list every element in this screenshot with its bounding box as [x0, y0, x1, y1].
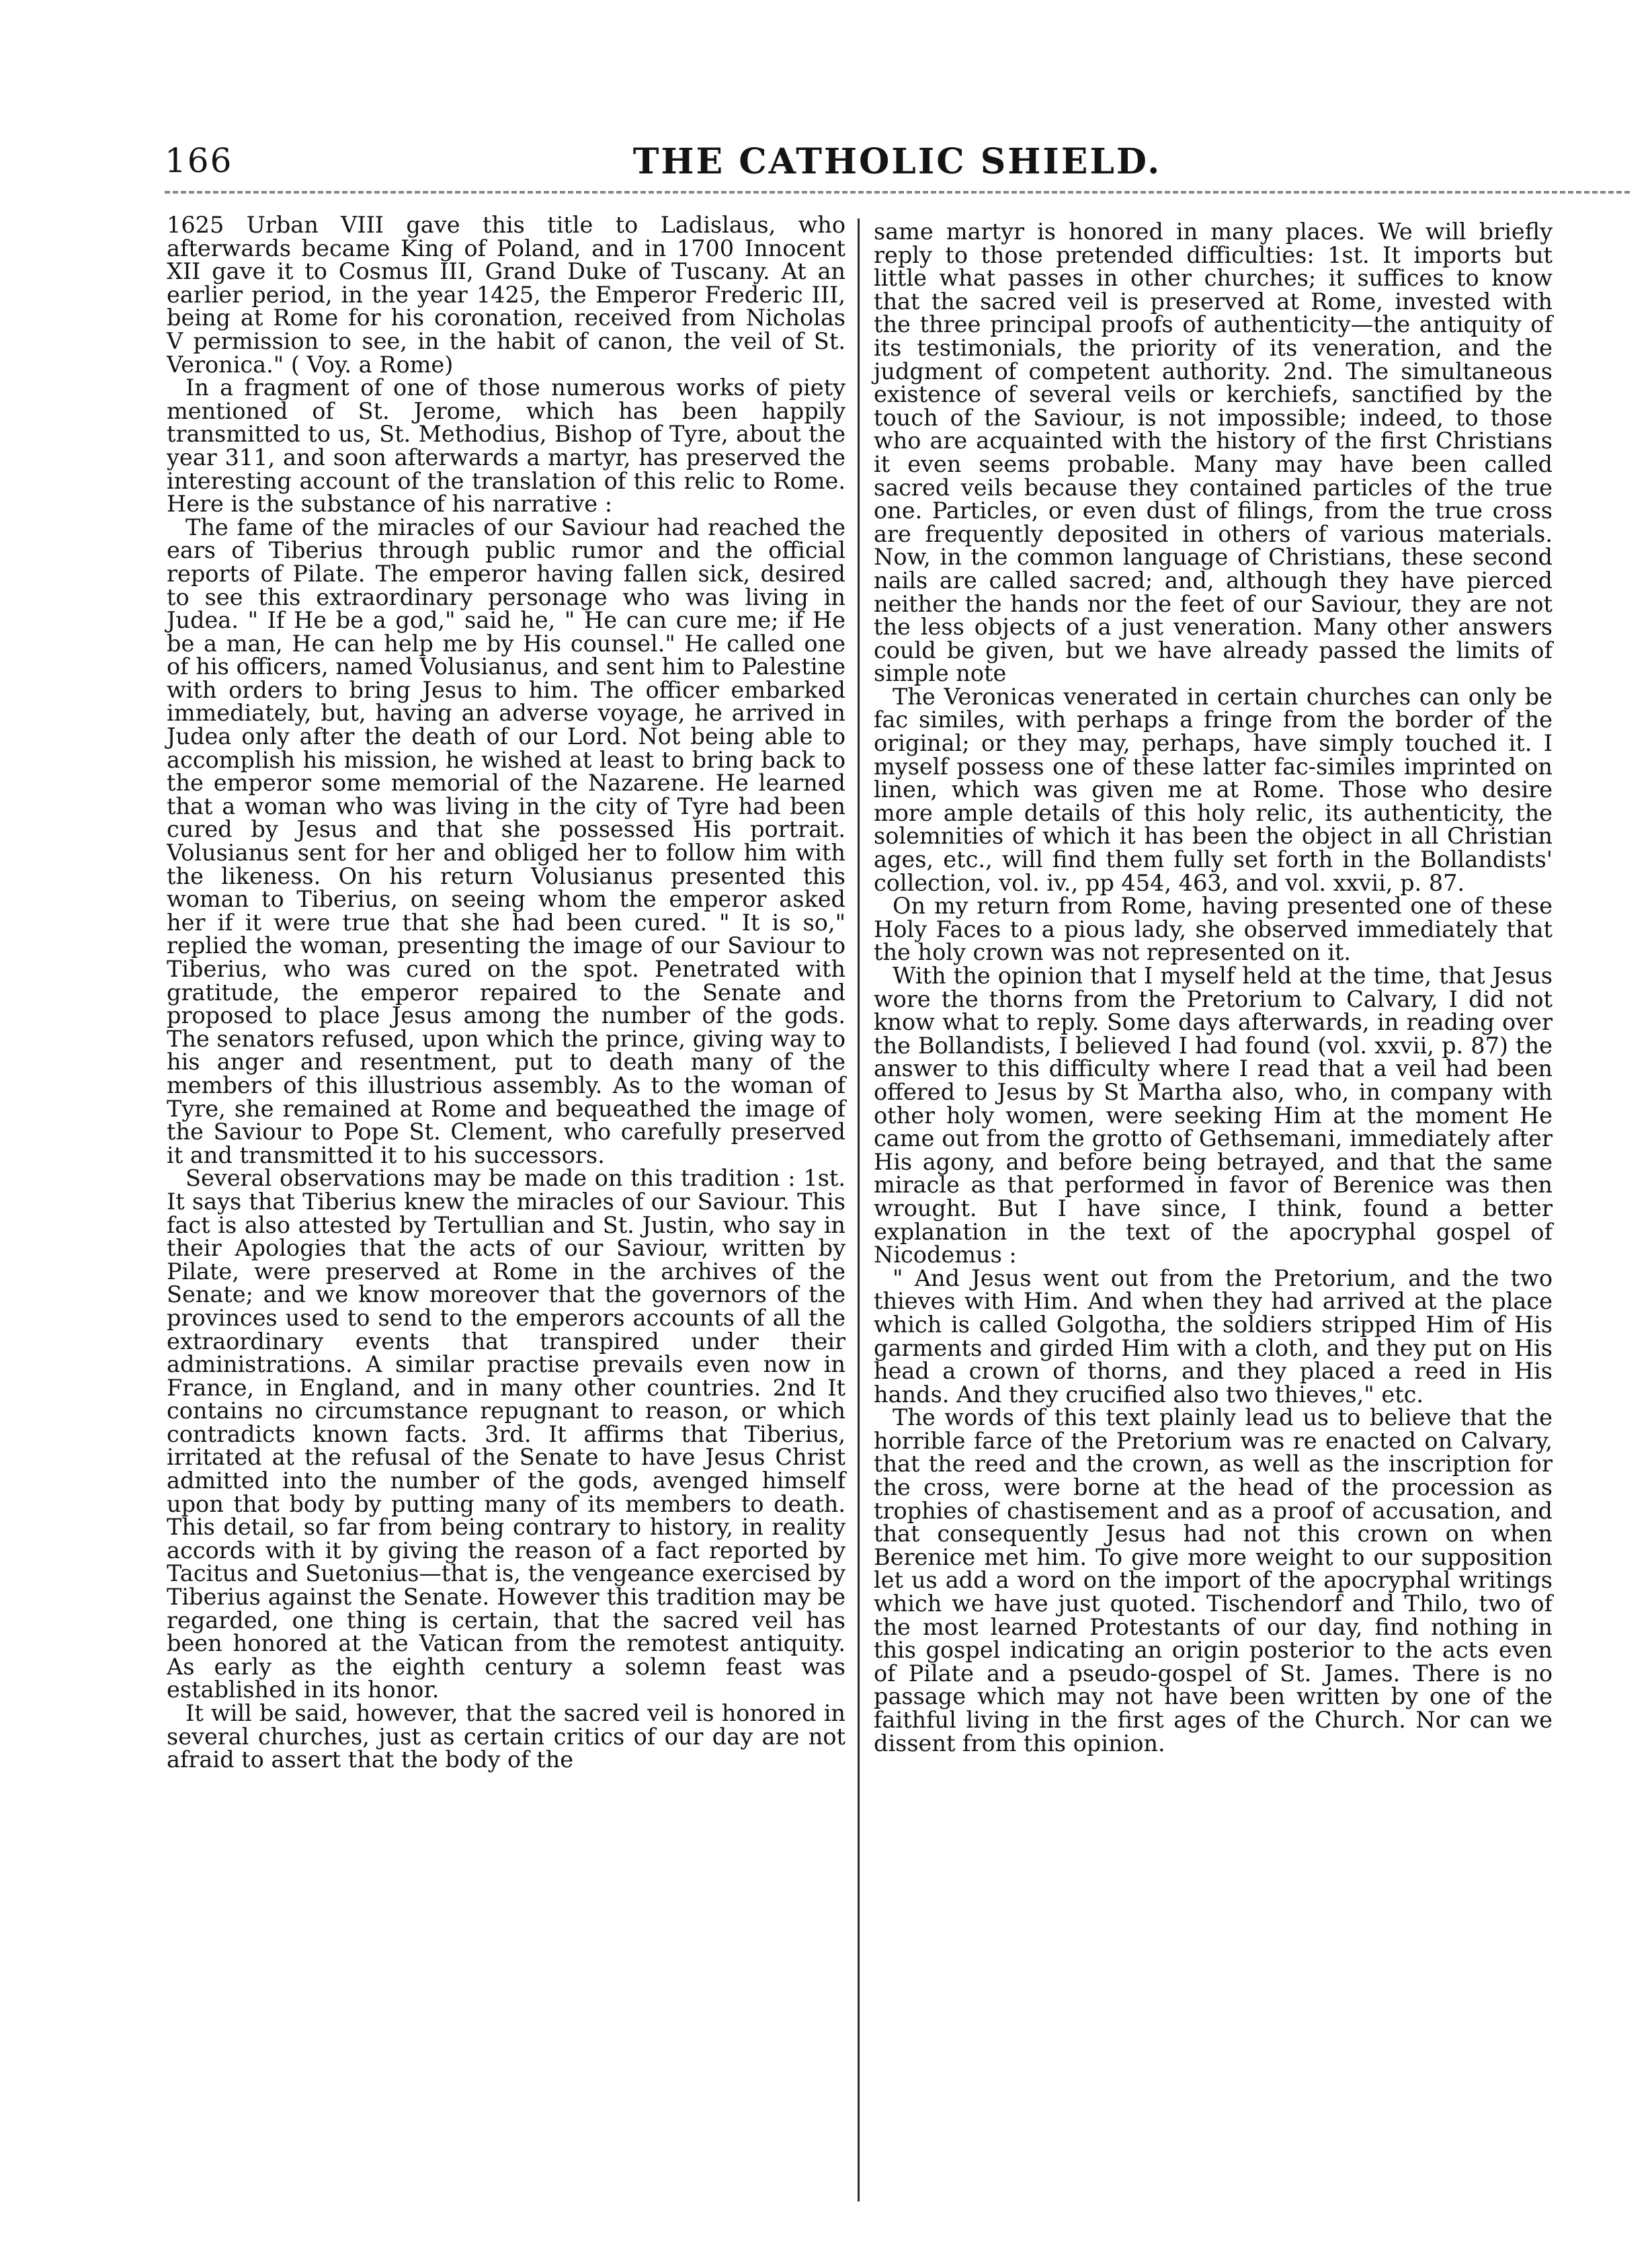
paragraph: It will be said, however, that the sacred veil is honored in several churches, just as certain critics of our day are not afraid to assert that the body of the	[167, 1700, 845, 1773]
column-divider	[858, 218, 860, 2201]
paragraph: With the opinion that I myself held at the time, that Jesus wore the thorns from the Pretorium to Calvary, I did not know what to reply. Some days afterwards, in reading over the Bollandists, I believed I had found (vol. xxvii, p. 87) the answer to this difficulty where I read that a veil had been offered to Jesus by St Martha also, who, in company with other holy women, were seeking Him at the moment He came out from the grotto of Gethsemani, immediately after His agony, and before being betrayed, and that the same miracle as that performed in favor of Berenice was then wrought. But I have since, I think, found a better explanation in the text of the apocryphal gospel of Nicodemus :	[874, 963, 1553, 1268]
paragraph: Several observations may be made on this tradition : 1st. It says that Tiberius knew the miracles of our Saviour. This fact is also attested by Tertullian and St. Justin, who say in their Apologies that the acts of our Saviour, written by Pilate, were preserved at Rome in the archives of the Senate; and we know moreover that the governors of the provinces used to send to the emperors accounts of all the extraordinary events that transpired under their administrations. A similar practise prevails even now in France, in England, and in many other countries. 2nd It contains no circumstance repugnant to reason, or which contradicts known facts. 3rd. It affirms that Tiberius, irritated at the refusal of the Senate to have Jesus Christ admitted into the number of the gods, avenged himself upon that body by putting many of its members to death. This detail, so far from being contrary to history, in reality accords with it by giving the reason of a fact reported by Tacitus and Suetonius—that is, the vengeance exercised by Tiberius against the Senate. However this tradition may be regarded, one thing is certain, that the sacred veil has been honored at the Vatican from the remotest antiquity. As early as the eighth century a solemn feast was established in its honor.	[167, 1165, 845, 1703]
left-column	[167, 214, 845, 1772]
paragraph: In a fragment of one of those numerous works of piety mentioned of St. Jerome, which has been happily transmitted to us, St. Methodius, Bishop of Tyre, about the year 311, and soon afterwards a martyr, has preserved the interesting account of the translation of this relic to Rome. Here is the substance of his narrative :	[167, 374, 845, 518]
paragraph: The Veronicas venerated in certain churches can only be fac similes, with perhaps a fringe from the border of the original; or they may, perhaps, have simply touched it. I myself possess one of these latter fac-similes imprinted on linen, which was given me at Rome. Those who desire more ample details of this holy relic, its authenticity, the solemnities of which it has been the object in all Christian ages, etc., will find them fully set forth in the Bollandists' collection, vol. iv., pp 454, 463, and vol. xxvii, p. 87.	[874, 683, 1553, 896]
page-number: 166	[165, 141, 233, 180]
paragraph: The fame of the miracles of our Saviour had reached the ears of Tiberius through public rumor and the official reports of Pilate. The emperor having fallen sick, desired to see this extraordinary personage who was living in Judea. " If He be a god," said he, " He can cure me; if He be a man, He can help me by His counsel." He called one of his officers, named Volusianus, and sent him to Palestine with orders to bring Jesus to him. The officer embarked immediately, but, having an adverse voyage, he arrived in Judea only after the death of our Lord. Not being able to accomplish his mission, he wished at least to bring back to the emperor some memorial of the Nazarene. He learned that a woman who was living in the city of Tyre had been cured by Jesus and that she possessed His portrait. Volusianus sent for her and obliged her to follow him with the likeness. On his return Volusianus presented this woman to Tiberius, on seeing whom the emperor asked her if it were true that she had been cured. " It is so," replied the woman, presenting the image of our Saviour to Tiberius, who was cured on the spot. Penetrated with gratitude, the emperor repaired to the Senate and proposed to place Jesus among the number of the gods. The senators refused, upon which the prince, giving way to his anger and resentment, put to death many of the members of this illustrious assembly. As to the woman of Tyre, she remained at Rome and bequeathed the image of the Saviour to Pope St. Clement, who carefully preserved it and transmitted it to his successors.	[167, 514, 845, 1168]
paragraph: same martyr is honored in many places. We will briefly reply to those pretended difficulties: 1st. It imports but little what passes in other churches; it suffices to know that the sacred veil is preserved at Rome, invested with the three principal proofs of authenticity—the antiquity of its testimonials, the priority of its veneration, and the judgment of competent authority. 2nd. The simultaneous existence of several veils or kerchiefs, sanctified by the touch of the Saviour, is not impossible; indeed, to those who are acquainted with the history of the first Christians it even seems probable. Many may have been called sacred veils because they contained particles of the true one. Particles, or even dust of filings, from the true cross are frequently deposited in others of various materials. Now, in the common language of Christians, these second nails are called sacred; and, although they have pierced neither the hands nor the feet of our Saviour, they are not the less objects of a just veneration. Many other answers could be given, but we have already passed the limits of simple note	[874, 218, 1553, 687]
header-rule	[165, 191, 1630, 194]
paragraph: The words of this text plainly lead us to believe that the horrible farce of the Pretorium was re enacted on Calvary, that the reed and the crown, as well as the inscription for the cross, were borne at the head of the procession as trophies of chastisement and as a proof of accusation, and that consequently Jesus had not this crown on when Berenice met him. To give more weight to our supposition let us add a word on the import of the apocryphal writings which we have just quoted. Tischendorf and Thilo, two of the most learned Protestants of our day, find nothing in this gospel indicating an origin posterior to the acts even of Pilate and a pseudo-gospel of St. James. There is no passage which may not have been written by one of the faithful living in the first ages of the Church. Nor can we dissent from this opinion.	[874, 1404, 1553, 1756]
paragraph: On my return from Rome, having presented one of these Holy Faces to a pious lady, she observed immediately that the holy crown was not represented on it.	[874, 893, 1553, 966]
right-column	[874, 220, 1553, 1755]
paragraph: 1625 Urban VIII gave this title to Ladislaus, who afterwards became King of Poland, and in 1700 Innocent XII gave it to Cosmus III, Grand Duke of Tuscany. At an earlier period, in the year 1425, the Emperor Frederic III, being at Rome for his coronation, received from Nicholas V permission to see, in the habit of canon, the veil of St. Veronica." ( Voy. a Rome)	[167, 212, 845, 378]
running-title: THE CATHOLIC SHIELD.	[632, 141, 1162, 182]
paragraph: " And Jesus went out from the Pretorium, and the two thieves with Him. And when they had arrived at the place which is called Golgotha, the soldiers stripped Him of His garments and girded Him with a cloth, and they put on His head a crown of thorns, and they placed a reed in His hands. And they crucified also two thieves," etc.	[874, 1264, 1553, 1408]
